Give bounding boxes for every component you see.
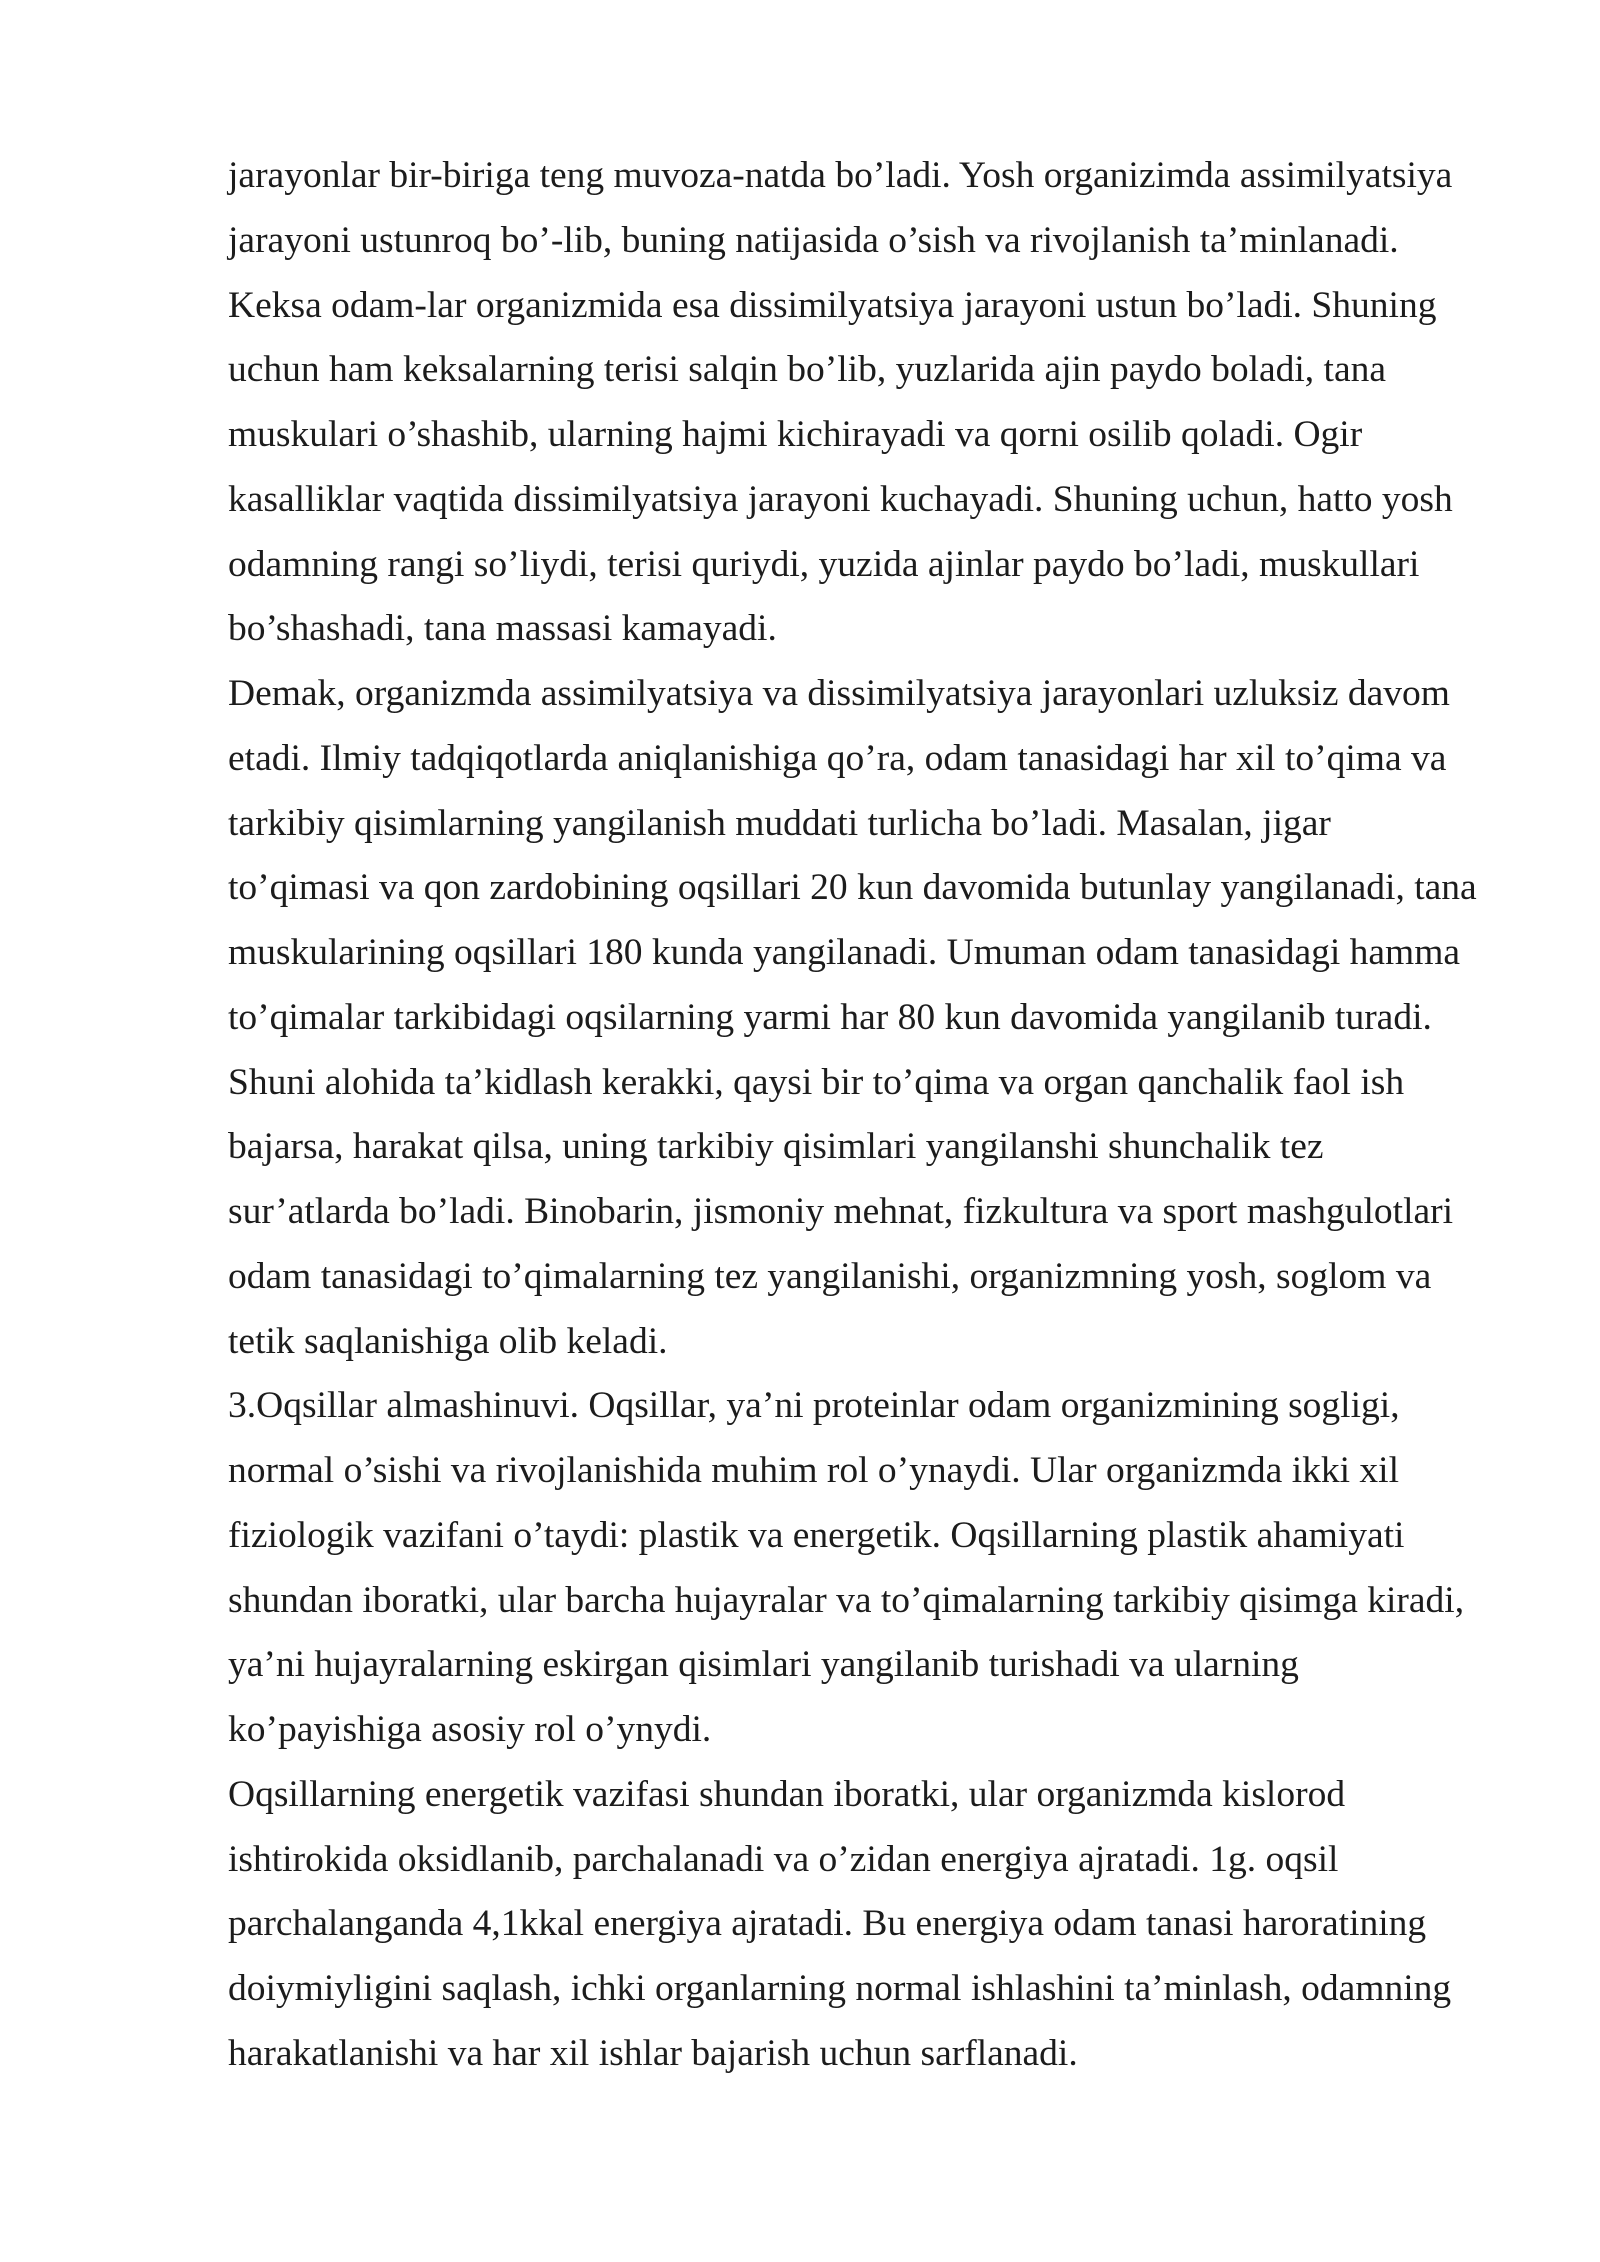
paragraph-energetic-function — [228, 1763, 1528, 2087]
text-line: harakatlanishi va har xil ishlar bajarish uchun sarflanadi. — [228, 2032, 1078, 2074]
paragraph-assimilation-continued — [228, 144, 1528, 662]
body-text — [228, 144, 1528, 2087]
text-line: shundan iboratki, ular barcha hujayralar va to’qimalarning tarkibiy qisimga kiradi, — [228, 1579, 1465, 1621]
text-line: tarkibiy qisimlarning yangilanish muddati turlicha bo’ladi. Masalan, jigar — [228, 802, 1331, 844]
text-line: odam tanasidagi to’qimalarning tez yangilanishi, organizmning yosh, soglom va — [228, 1255, 1432, 1297]
paragraph-demak — [228, 662, 1528, 1374]
text-line: Shuni alohida ta’kidlash kerakki, qaysi bir to’qima va organ qanchalik faol ish — [228, 1061, 1405, 1103]
text-line: jarayoni ustunroq bo’-lib, buning natijasida o’sish va rivojlanish ta’minlanadi. — [228, 219, 1399, 261]
text-line: parchalanganda 4,1kkal energiya ajratadi. Bu energiya odam tanasi haroratining — [228, 1903, 1427, 1945]
text-line: tetik saqlanishiga olib keladi. — [228, 1320, 668, 1362]
text-line: uchun ham keksalarning terisi salqin bo’lib, yuzlarida ajin paydo boladi, tana — [228, 349, 1387, 391]
text-line: ya’ni hujayralarning eskirgan qisimlari yangilanib turishadi va ularning — [228, 1644, 1299, 1686]
text-line: etadi. Ilmiy tadqiqotlarda aniqlanishiga qo’ra, odam tanasidagi har xil to’qima va — [228, 737, 1447, 779]
text-line: bajarsa, harakat qilsa, uning tarkibiy qisimlari yangilanshi shunchalik tez — [228, 1126, 1324, 1168]
text-line: bo’shashadi, tana massasi kamayadi. — [228, 608, 777, 650]
text-line: Keksa odam-lar organizmida esa dissimilyatsiya jarayoni ustun bo’ladi. Shuning — [228, 284, 1437, 326]
text-line: to’qimasi va qon zardobining oqsillari 20 kun davomida butunlay yangilanadi, tana — [228, 867, 1477, 909]
text-line: muskularining oqsillari 180 kunda yangilanadi. Umuman odam tanasidagi hamma — [228, 932, 1461, 973]
text-line: doiymiyligini saqlash, ichki organlarning normal ishlashini ta’minlash, odamning — [228, 1968, 1452, 2009]
text-line: ko’payishiga asosiy rol o’ynydi. — [228, 1709, 712, 1750]
text-line: Demak, organizmda assimilyatsiya va dissimilyatsiya jarayonlari uzluksiz davom — [228, 673, 1450, 714]
text-line: 3.Oqsillar almashinuvi. Oqsillar, ya’ni proteinlar odam organizmining sogligi, — [228, 1385, 1400, 1427]
text-line: normal o’sishi va rivojlanishida muhim rol o’ynaydi. Ular organizmda ikki xil — [228, 1450, 1399, 1491]
text-line: to’qimalar tarkibidagi oqsilarning yarmi har 80 kun davomida yangilanib turadi. — [228, 996, 1432, 1038]
text-line: ishtirokida oksidlanib, parchalanadi va o’zidan energiya ajratadi. 1g. oqsil — [228, 1838, 1339, 1880]
paragraph-protein-metabolism — [228, 1374, 1528, 1763]
text-line: odamning rangi so’liydi, terisi quriydi, yuzida ajinlar paydo bo’ladi, muskullari — [228, 543, 1420, 585]
text-line: jarayonlar bir-biriga teng muvoza-natda bo’ladi. Yosh organizimda assimilyatsiya — [228, 155, 1453, 196]
text-line: sur’atlarda bo’ladi. Binobarin, jismoniy mehnat, fizkultura va sport mashgulotlari — [228, 1191, 1454, 1232]
text-line: Oqsillarning energetik vazifasi shundan iboratki, ular organizmda kislorod — [228, 1773, 1346, 1815]
text-line: muskulari o’shashib, ularning hajmi kichirayadi va qorni osilib qoladi. Ogir — [228, 414, 1363, 455]
text-line: fiziologik vazifani o’taydi: plastik va energetik. Oqsillarning plastik ahamiyati — [228, 1514, 1405, 1556]
text-line: kasalliklar vaqtida dissimilyatsiya jarayoni kuchayadi. Shuning uchun, hatto yosh — [228, 478, 1453, 520]
